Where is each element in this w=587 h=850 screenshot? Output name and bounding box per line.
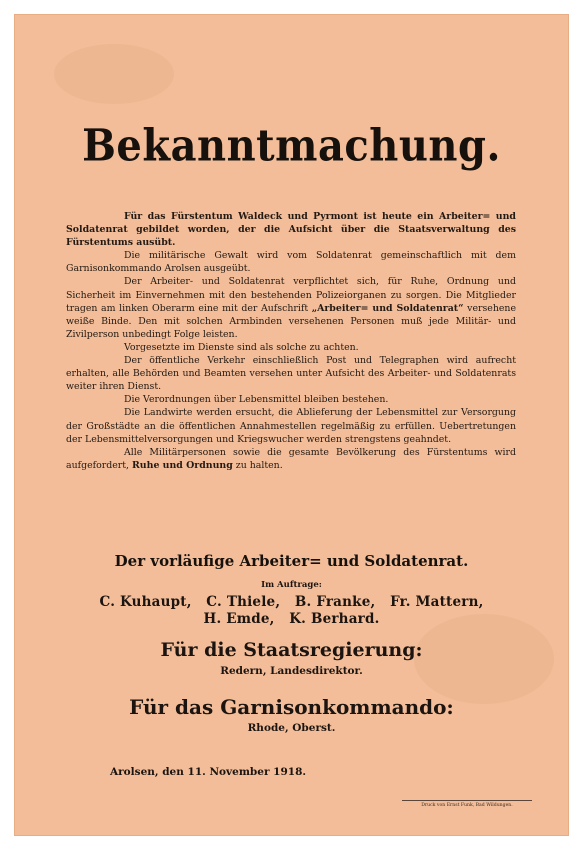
paragraph-farmers: Die Landwirte werden ersucht, die Ablieferung der Lebensmittel zur Versorgung der Großstädte an die öffentlichen Annahmestellen regelmäßig zu erfüllen. Uebertretungen der Lebensmittelversorgungen und Kriegswucher werden strengstens geahndet. — [66, 407, 516, 445]
paragraph-order-text-c: zu halten. — [232, 459, 283, 471]
paragraph-public-traffic: Der öffentliche Verkehr einschließlich Post und Telegraphen wird aufrecht erhalten, alle Behörden und Beamten versehen unter Aufsicht des Arbeiter- und Soldatenrats weiter ihren Dienst. — [66, 355, 516, 393]
poster-title: Bekanntmachung. — [82, 119, 501, 172]
paragraph-armbands-text-c: versehene weiße Binde. Den mit solchen Armbinden versehenen Personen muß jede Militär- und Zivilperson unbedingt Folge leisten. — [66, 302, 517, 340]
paragraph-food-regulations: Die Verordnungen über Lebensmittel bleiben bestehen. — [124, 394, 389, 406]
state-government-heading: Für die Staatsregierung: — [160, 639, 423, 661]
printer-imprint: Druck von Ernst Funk, Bad Wildungen. — [421, 803, 513, 808]
garrison-command-signatory: Rhode, Oberst. — [247, 722, 336, 734]
state-government-signatory: Redern, Landesdirektor. — [220, 665, 363, 677]
council-heading: Der vorläufige Arbeiter= und Soldatenrat. — [114, 552, 469, 570]
paragraph-armbands-text-a: Der Arbeiter- und Soldatenrat verpflichtet sich, für Ruhe, Ordnung und Sicherheit im Einvernehmen mit den bestehenden Polizeiorganen zu sorgen. Die Mitglieder tragen am linken Oberarm eine mit der Aufschrift — [66, 276, 516, 314]
on-behalf-label: Im Auftrage: — [261, 580, 322, 590]
poster-sheet — [14, 14, 569, 836]
paragraph-order-text-a: Alle Militärpersonen sowie die gesamte Bevölkerung des Fürstentums wird aufgefordert, — [66, 446, 516, 471]
signatory-names-line-1: C. Kuhaupt, C. Thiele, B. Franke, Fr. Mattern, — [99, 594, 484, 610]
paper-stain — [54, 44, 174, 104]
armband-inscription: „Arbeiter= und Soldatenrat“ — [311, 302, 464, 314]
paragraph-order — [66, 446, 516, 472]
paragraph-military-power: Die militärische Gewalt wird vom Soldatenrat gemeinschaftlich mit dem Garnisonkommando Arolsen ausgeübt. — [66, 250, 516, 275]
paragraph-council-formed: Für das Fürstentum Waldeck und Pyrmont ist heute ein Arbeiter= und Soldatenrat gebildet worden, der die Aufsicht über die Staatsverwaltung des Fürstentums ausübt. — [66, 211, 516, 249]
garrison-command-heading: Für das Garnisonkommando: — [129, 695, 454, 719]
paragraph-armbands — [66, 275, 516, 340]
announcement-body — [66, 210, 516, 472]
printer-divider — [402, 800, 532, 801]
ruhe-und-ordnung: Ruhe und Ordnung — [132, 459, 233, 471]
place-and-date: Arolsen, den 11. November 1918. — [110, 766, 307, 778]
paragraph-superiors: Vorgesetzte im Dienste sind als solche zu achten. — [124, 341, 359, 353]
signatory-names-line-2: H. Emde, K. Berhard. — [203, 611, 380, 627]
